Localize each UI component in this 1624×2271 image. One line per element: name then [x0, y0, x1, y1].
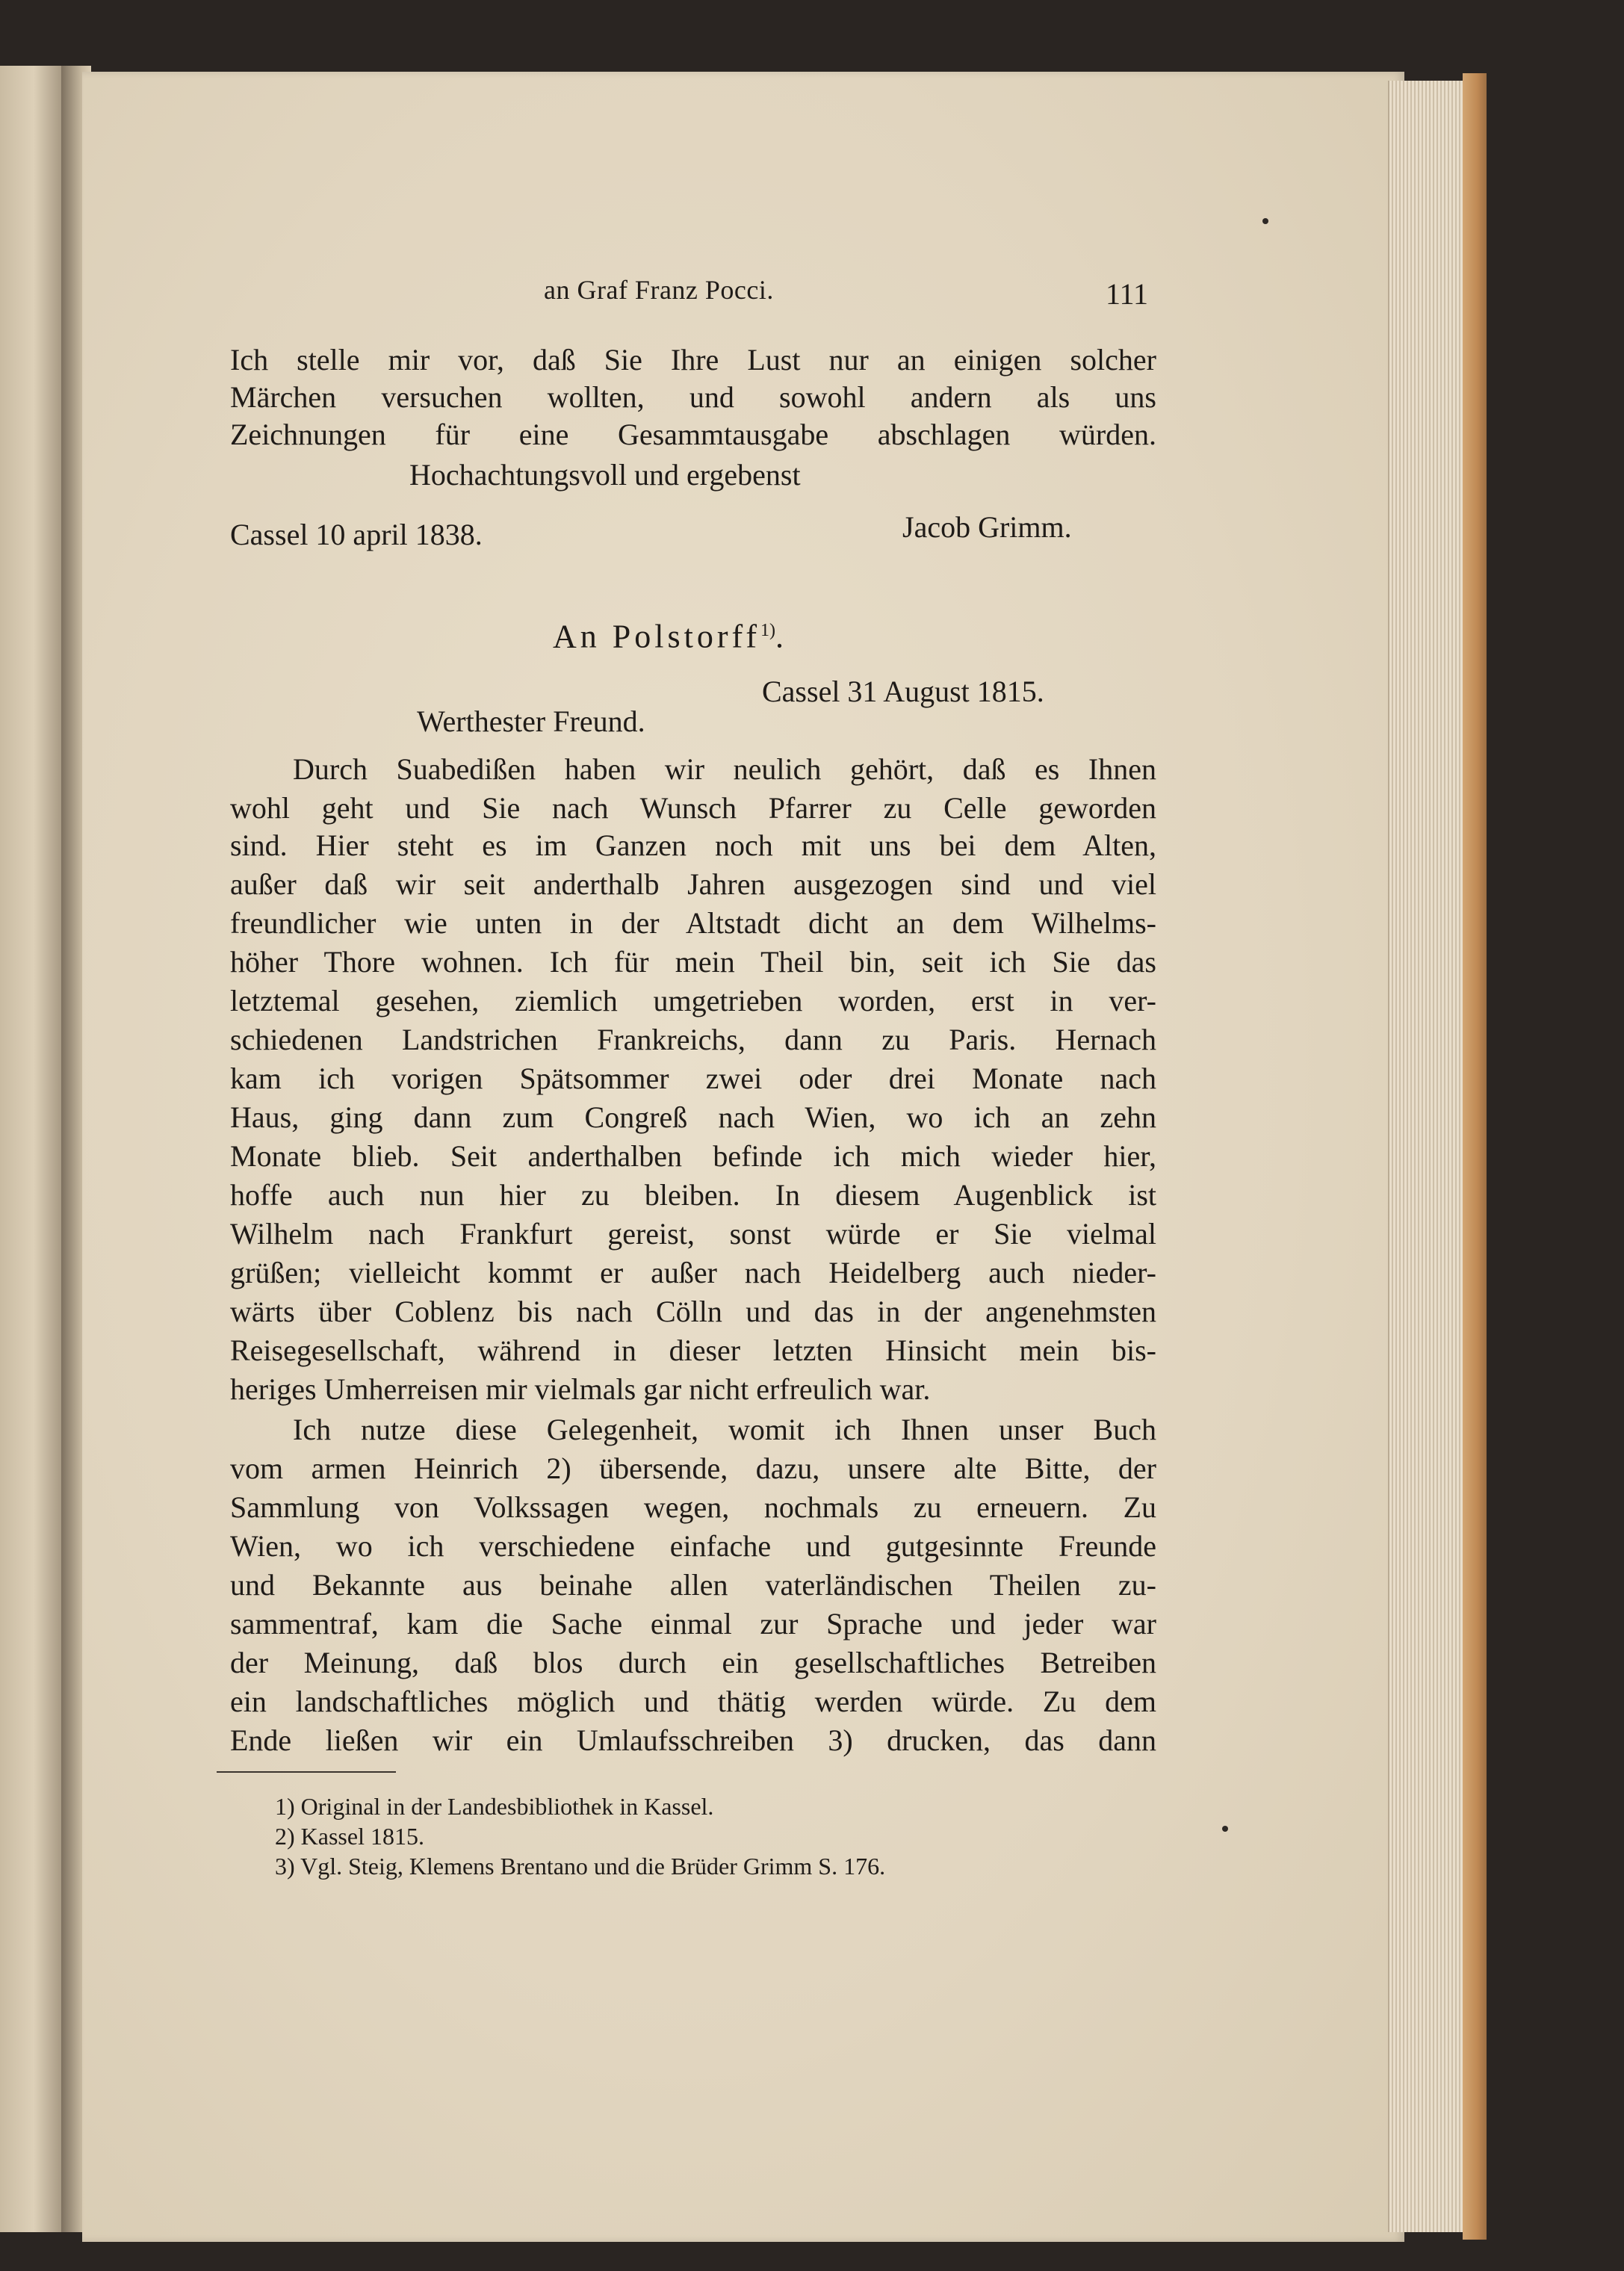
letter-heading-text: An Polstorff [553, 618, 760, 655]
greeting: Werthester Freund. [417, 704, 645, 738]
text-line: sammentraf, kam die Sache einmal zur Sprache und jeder war [230, 1607, 1156, 1640]
text-line: freundlicher wie unten in der Altstadt dicht an dem Wilhelms- [230, 906, 1156, 940]
footnote-marker: 1) [760, 621, 775, 640]
text-line: Reisegesellschaft, während in dieser letzten Hinsicht mein bis- [230, 1333, 1156, 1367]
text-line: heriges Umherreisen mir vielmals gar nicht erfreulich war. [230, 1372, 931, 1406]
page-stack-edges [1388, 81, 1464, 2232]
text-line: Ich stelle mir vor, daß Sie Ihre Lust nur an einigen solcher [230, 343, 1156, 377]
text-line: Monate blieb. Seit anderthalben befinde ich mich wieder hier, [230, 1139, 1156, 1173]
page-number: 111 [1106, 277, 1149, 311]
text-line: vom armen Heinrich 2) übersende, dazu, unsere alte Bitte, der [230, 1451, 1156, 1485]
previous-page-edge [0, 66, 63, 2232]
text-line: Wilhelm nach Frankfurt gereist, sonst würde er Sie vielmal [230, 1217, 1156, 1251]
text-line: außer daß wir seit anderthalb Jahren ausgezogen sind und viel [230, 867, 1156, 901]
text-line: letztemal gesehen, ziemlich umgetrieben worden, erst in ver- [230, 984, 1156, 1017]
text-line: hoffe auch nun hier zu bleiben. In diesem Augenblick ist [230, 1178, 1156, 1212]
text-line: Wien, wo ich verschiedene einfache und gutgesinnte Freunde [230, 1529, 1156, 1563]
footnote: 2) Kassel 1815. [275, 1823, 424, 1850]
text-line: wärts über Coblenz bis nach Cölln und das in der angenehmsten [230, 1295, 1156, 1328]
running-head: an Graf Franz Pocci. [544, 275, 774, 305]
text-line: Märchen versuchen wollten, und sowohl andern als uns [230, 380, 1156, 414]
text-line: der Meinung, daß blos durch ein gesellschaftliches Betreiben [230, 1646, 1156, 1679]
paper-speck [1222, 1826, 1228, 1832]
text-line: grüßen; vielleicht kommt er außer nach Heidelberg auch nieder- [230, 1256, 1156, 1289]
text-line: Zeichnungen für eine Gesammtausgabe abschlagen würden. [230, 418, 1156, 451]
text-line: sind. Hier steht es im Ganzen noch mit uns bei dem Alten, [230, 828, 1156, 862]
text-line: kam ich vorigen Spätsommer zwei oder drei Monate nach [230, 1062, 1156, 1095]
paper-speck [1262, 218, 1268, 224]
closing-formula: Hochachtungsvoll und ergebenst [409, 458, 801, 492]
signature: Jacob Grimm. [902, 510, 1072, 544]
book-cover-edge [1463, 73, 1487, 2240]
text-line: ein landschaftliches möglich und thätig werden würde. Zu dem [230, 1685, 1156, 1718]
footnote: 3) Vgl. Steig, Klemens Brentano und die Brüder Grimm S. 176. [275, 1853, 886, 1880]
text-line: schiedenen Landstrichen Frankreichs, dann zu Paris. Hernach [230, 1023, 1156, 1056]
text-line: Ich nutze diese Gelegenheit, womit ich Ihnen unser Buch [293, 1413, 1156, 1446]
text-line: Sammlung von Volkssagen wegen, nochmals zu erneuern. Zu [230, 1490, 1156, 1524]
footnote-rule [217, 1771, 396, 1773]
place-date: Cassel 31 August 1815. [762, 675, 1044, 708]
text-line: und Bekannte aus beinahe allen vaterländischen Theilen zu- [230, 1568, 1156, 1602]
letter-heading: An Polstorff$^{1)}$. [553, 618, 787, 655]
text-line: Ende ließen wir ein Umlaufsschreiben 3) drucken, das dann [230, 1723, 1156, 1757]
text-line: Haus, ging dann zum Congreß nach Wien, wo ich an zehn [230, 1100, 1156, 1134]
text-line: wohl geht und Sie nach Wunsch Pfarrer zu Celle geworden [230, 791, 1156, 825]
footnote: 1) Original in der Landesbibliothek in Kassel. [275, 1793, 714, 1820]
text-line: Durch Suabedißen haben wir neulich gehört, daß es Ihnen [293, 752, 1156, 786]
place-date: Cassel 10 april 1838. [230, 518, 483, 551]
text-line: höher Thore wohnen. Ich für mein Theil bin, seit ich Sie das [230, 945, 1156, 979]
